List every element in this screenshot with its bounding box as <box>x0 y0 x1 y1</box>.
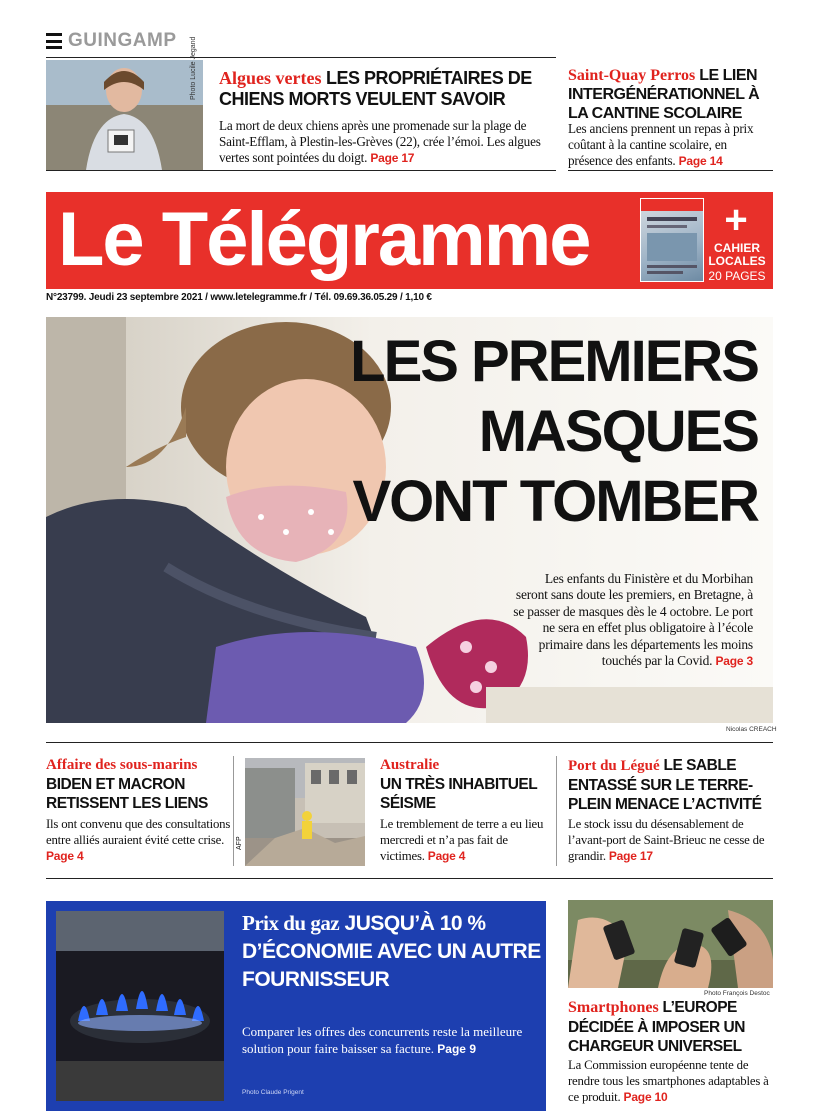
story-body <box>568 121 773 169</box>
story-kicker: Australie <box>380 757 440 773</box>
page-reference[interactable]: Page 14 <box>678 154 723 168</box>
page-reference[interactable]: Page 4 <box>46 849 84 863</box>
story-body <box>242 1023 532 1058</box>
story-kicker: Saint-Quay Perros <box>568 67 696 84</box>
story-text: La Commission européenne tente de rendre tous les smartphones adaptables à ce produit. <box>568 1058 769 1104</box>
story-body <box>568 816 773 864</box>
page-reference[interactable]: Page 17 <box>608 849 653 863</box>
story-photo-dog-owner <box>46 60 203 170</box>
story-text: Comparer les offres des concurrents reste la meilleure solution pour faire baisser sa facture. <box>242 1024 523 1056</box>
divider <box>568 170 773 171</box>
story-headline <box>242 909 542 994</box>
main-headline-line: MASQUES <box>478 399 758 464</box>
story-body <box>219 118 549 166</box>
story-kicker: Prix du gaz <box>242 911 340 935</box>
story-photo-earthquake <box>245 758 365 866</box>
story-kicker: Algues vertes <box>219 68 322 88</box>
story-headline[interactable] <box>219 68 549 110</box>
story-kicker: Affaire des sous-marins <box>46 757 198 773</box>
story-title: BIDEN ET MACRON RETISSENT LES LIENS <box>46 776 208 812</box>
menu-icon[interactable] <box>46 33 62 49</box>
story-text: Ils ont convenu que des consultations entre alliés auraient évité cette crise. <box>46 817 231 847</box>
gas-flame-photo <box>56 911 224 1101</box>
edition-header <box>46 30 177 52</box>
story-body <box>380 816 550 864</box>
page-reference[interactable]: Page 4 <box>427 849 466 863</box>
story-title: LE SABLE ENTASSÉ SUR LE TERRE-PLEIN MENACE L’ACTIVITÉ <box>568 757 762 813</box>
story-body <box>568 1057 773 1105</box>
main-headline-line: VONT TOMBER <box>352 469 758 534</box>
story-text: Le tremblement de terre a eu lieu mercredi et n’a pas fait de victimes. <box>380 817 544 863</box>
main-headline[interactable] <box>350 327 758 537</box>
story-kicker: Port du Légué <box>568 758 660 774</box>
photo-credit: Nicolas CREACH <box>726 726 777 733</box>
page-reference[interactable]: Page 17 <box>370 151 415 165</box>
story-title: L’EUROPE DÉCIDÉE À IMPOSER UN CHARGEUR UNIVERSEL <box>568 999 745 1055</box>
issue-info: N°23799. Jeudi 23 septembre 2021 / www.letelegramme.fr / Tél. 09.69.36.05.29 / 1,10 € <box>46 292 432 303</box>
newspaper-logo[interactable]: Le Télégramme <box>58 197 590 282</box>
main-story-text: Les enfants du Finistère et du Morbihan seront sans doute les premiers, en Bretagne, à se passer de masques dès le 4 octobre. Le port ne sera en effet plus obligatoire à l’école primaire dans les départements les moins touchés par la Covid. <box>513 571 753 669</box>
story-headline[interactable] <box>568 66 773 123</box>
supplement-thumbnail[interactable] <box>640 198 704 282</box>
main-headline-line: LES PREMIERS <box>350 329 758 394</box>
page-reference[interactable]: Page 9 <box>437 1042 476 1056</box>
divider <box>556 756 557 866</box>
divider <box>46 57 556 58</box>
story-body <box>46 816 236 864</box>
divider <box>46 878 773 879</box>
story-headline[interactable] <box>380 756 550 813</box>
story-text: Les anciens prennent un repas à prix coûtant à la cantine scolaire, en présence des enfants. <box>568 121 754 168</box>
plus-icon: + <box>724 198 748 242</box>
photo-credit: Photo François Destoc <box>704 990 770 997</box>
photo-credit: Photo Claude Prigent <box>242 1089 304 1096</box>
supplement-title[interactable]: CAHIER LOCALES <box>708 241 766 268</box>
story-title: UN TRÈS INHABITUEL SÉISME <box>380 776 537 812</box>
main-story-photo <box>46 317 773 723</box>
story-text: La mort de deux chiens après une promenade sur la plage de Saint-Efflam, à Plestin-les-Grèves (22), crée l’émoi. Les algues vertes sont pointées du doigt. <box>219 118 541 165</box>
photo-credit: AFP <box>236 836 243 850</box>
page-reference[interactable]: Page 10 <box>623 1090 668 1104</box>
story-text: Le stock issu du désensablement de l’avant-port de Saint-Brieuc ne cesse de grandir. <box>568 817 765 863</box>
edition-name: GUINGAMP <box>68 30 177 51</box>
story-title: LES PROPRIÉTAIRES DE CHIENS MORTS VEULENT SAVOIR <box>219 68 532 109</box>
story-kicker: Smartphones <box>568 999 659 1016</box>
divider <box>46 742 773 743</box>
divider <box>233 756 234 866</box>
story-headline[interactable] <box>568 998 773 1057</box>
supplement-pages: 20 PAGES <box>708 269 766 283</box>
story-headline[interactable] <box>46 756 236 813</box>
smartphones-photo <box>568 900 773 988</box>
gas-price-story[interactable] <box>46 901 546 1111</box>
story-headline[interactable] <box>568 756 773 814</box>
story-title: LE LIEN INTERGÉNÉRATIONNEL À LA CANTINE SCOLAIRE <box>568 67 760 122</box>
photo-credit: Photo Lucile Jegand <box>190 36 197 100</box>
page-reference[interactable]: Page 3 <box>715 654 753 669</box>
main-story-body <box>513 571 753 669</box>
divider <box>46 170 556 171</box>
masthead <box>46 192 773 289</box>
story-title: JUSQU’À 10 % D’ÉCONOMIE AVEC UN AUTRE FOURNISSEUR <box>242 912 541 991</box>
